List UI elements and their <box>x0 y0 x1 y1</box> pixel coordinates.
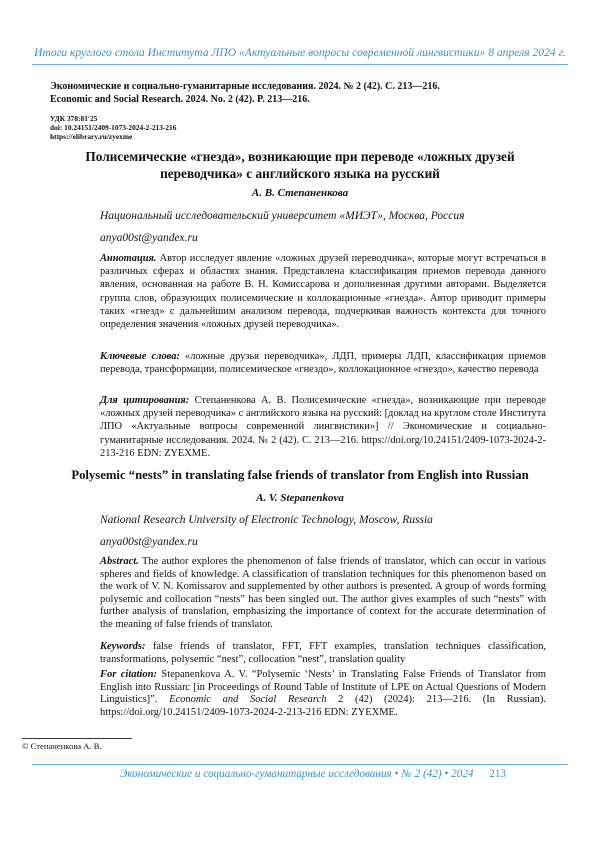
udk-code: УДК 378:81'25 <box>50 114 98 123</box>
citation-en <box>100 669 546 719</box>
publication-reference <box>50 80 550 106</box>
abstract-text-en: The author explores the phenomenon of false friends of translator, which can occur in various spheres and fields of knowledge. A classification of translation techniques for this phenomenon based on the work of V. N. Komissarov and supplemented by other authors is presented. A group of words forming polysemic and collocation “nests” has been singled out. The author gives examples of such “nests” with further analysis of translation, emphasizing the importance of context for the accurate determination of the meaning of false friends of translator. <box>100 556 546 630</box>
keywords-en <box>100 641 546 666</box>
footer-rule <box>32 764 568 765</box>
running-header: Итоги круглого стола Института ЛПО «Актуальные вопросы современной лингвистики» 8 апреля 2024 г. <box>34 46 566 59</box>
abstract-en <box>100 556 546 631</box>
citation-label-ru: Для цитирования: <box>100 395 190 406</box>
copyright-note: © Степаненкова А. В. <box>22 741 102 751</box>
abstract-ru <box>100 252 546 331</box>
author-ru: А. В. Степаненкова <box>251 187 349 199</box>
author-en: A. V. Stepanenkova <box>256 492 344 504</box>
citation-journal-en: Economic and Social Research <box>169 694 327 705</box>
citation-text-en-part2: 2 (42) (2024): 213—216. (In Russian). https://doi.org/10.24151/2409-1073-2024-2-213-216 EDN: ZYEXME. <box>100 694 547 718</box>
doi: doi: 10.24151/2409-1073-2024-2-213-216 <box>50 123 177 132</box>
abstract-label-en: Abstract. <box>100 556 139 567</box>
affiliation-ru: Национальный исследовательский университет «МИЭТ», Москва, Россия <box>100 210 465 222</box>
abstract-label-ru: Аннотация. <box>100 253 157 264</box>
keywords-text-ru: «ложные друзья переводчика», ЛДП, примеры ЛДП, классификация приемов перевода, трансформации, полисемическое «гнездо», коллокационное «гнездо», качество перевода <box>100 351 546 376</box>
elibrary-url[interactable]: https://elibrary.ru/zyexme <box>50 132 133 141</box>
citation-label-en: For citation: <box>100 669 157 680</box>
citation-ru <box>100 394 546 460</box>
header-rule <box>32 64 568 65</box>
reference-ru: Экономические и социально-гуманитарные исследования. 2024. № 2 (42). С. 213—216. <box>50 81 440 92</box>
page-number: 213 <box>489 768 506 780</box>
footer-journal: Экономические и социально-гуманитарные исследования • № 2 (42) • 2024 <box>120 768 474 780</box>
keywords-text-en: false friends of translator, FFT, FFT examples, translation techniques classification, transformations, polysemic “nest”, collocation “nest”, translation quality <box>100 641 546 665</box>
article-title-ru: Полисемические «гнезда», возникающие при переводе «ложных друзей переводчика» с английского языка на русский <box>85 149 515 181</box>
affiliation-en: National Research University of Electronic Technology, Moscow, Russia <box>100 514 433 526</box>
email-en[interactable]: anya00st@yandex.ru <box>100 536 198 548</box>
citation-text-en-part1: Stepanenkova A. V. “Polysemic ‘Nests’ in Translating False Friends of Translator from English into Russian: [in Proceedings of Round Table of Institute of LPE on Actual Questions of Modern Linguistics]”. <box>100 669 546 705</box>
reference-en: Economic and Social Research. 2024. No. 2 (42). P. 213—216. <box>50 94 310 105</box>
article-title-en: Polysemic “nests” in translating false friends of translator from English into Russian <box>71 468 529 482</box>
citation-text-ru: Степаненкова А. В. Полисемические «гнезда», возникающие при переводе «ложных друзей переводчика» с английского языка на русский: [доклад на круглом столе Института ЛПО «Актуальные вопросы современной лингвистики»] // Экономические и социально-гуманитарные исследования. 2024. № 2 (42). С. 213—216. https://doi.org/10.24151/2409-1073-2024-2-213-216 EDN: ZYEXME. <box>100 395 546 459</box>
keywords-ru <box>100 350 546 376</box>
keywords-label-ru: Ключевые слова: <box>100 351 180 362</box>
footnote-rule <box>22 738 132 739</box>
abstract-text-ru: Автор исследует явление «ложных друзей переводчика», которые могут встречаться в различных сферах и областях знания. Представлена классификация приемов перевода данного явления, основанная на работе В. Н. Комиссарова и дополненная другими авторами. Выделяется группа слов, образующих полисемические и коллокационные «гнезда». Автор приводит примеры таких «гнезд» с дальнейшим анализом перевода, подчеркивая важность контекста для точного определения значения «ложных друзей переводчика». <box>100 253 546 331</box>
email-ru[interactable]: anya00st@yandex.ru <box>100 232 198 244</box>
running-footer <box>120 768 570 780</box>
identifiers <box>50 114 550 141</box>
keywords-label-en: Keywords: <box>100 641 146 652</box>
